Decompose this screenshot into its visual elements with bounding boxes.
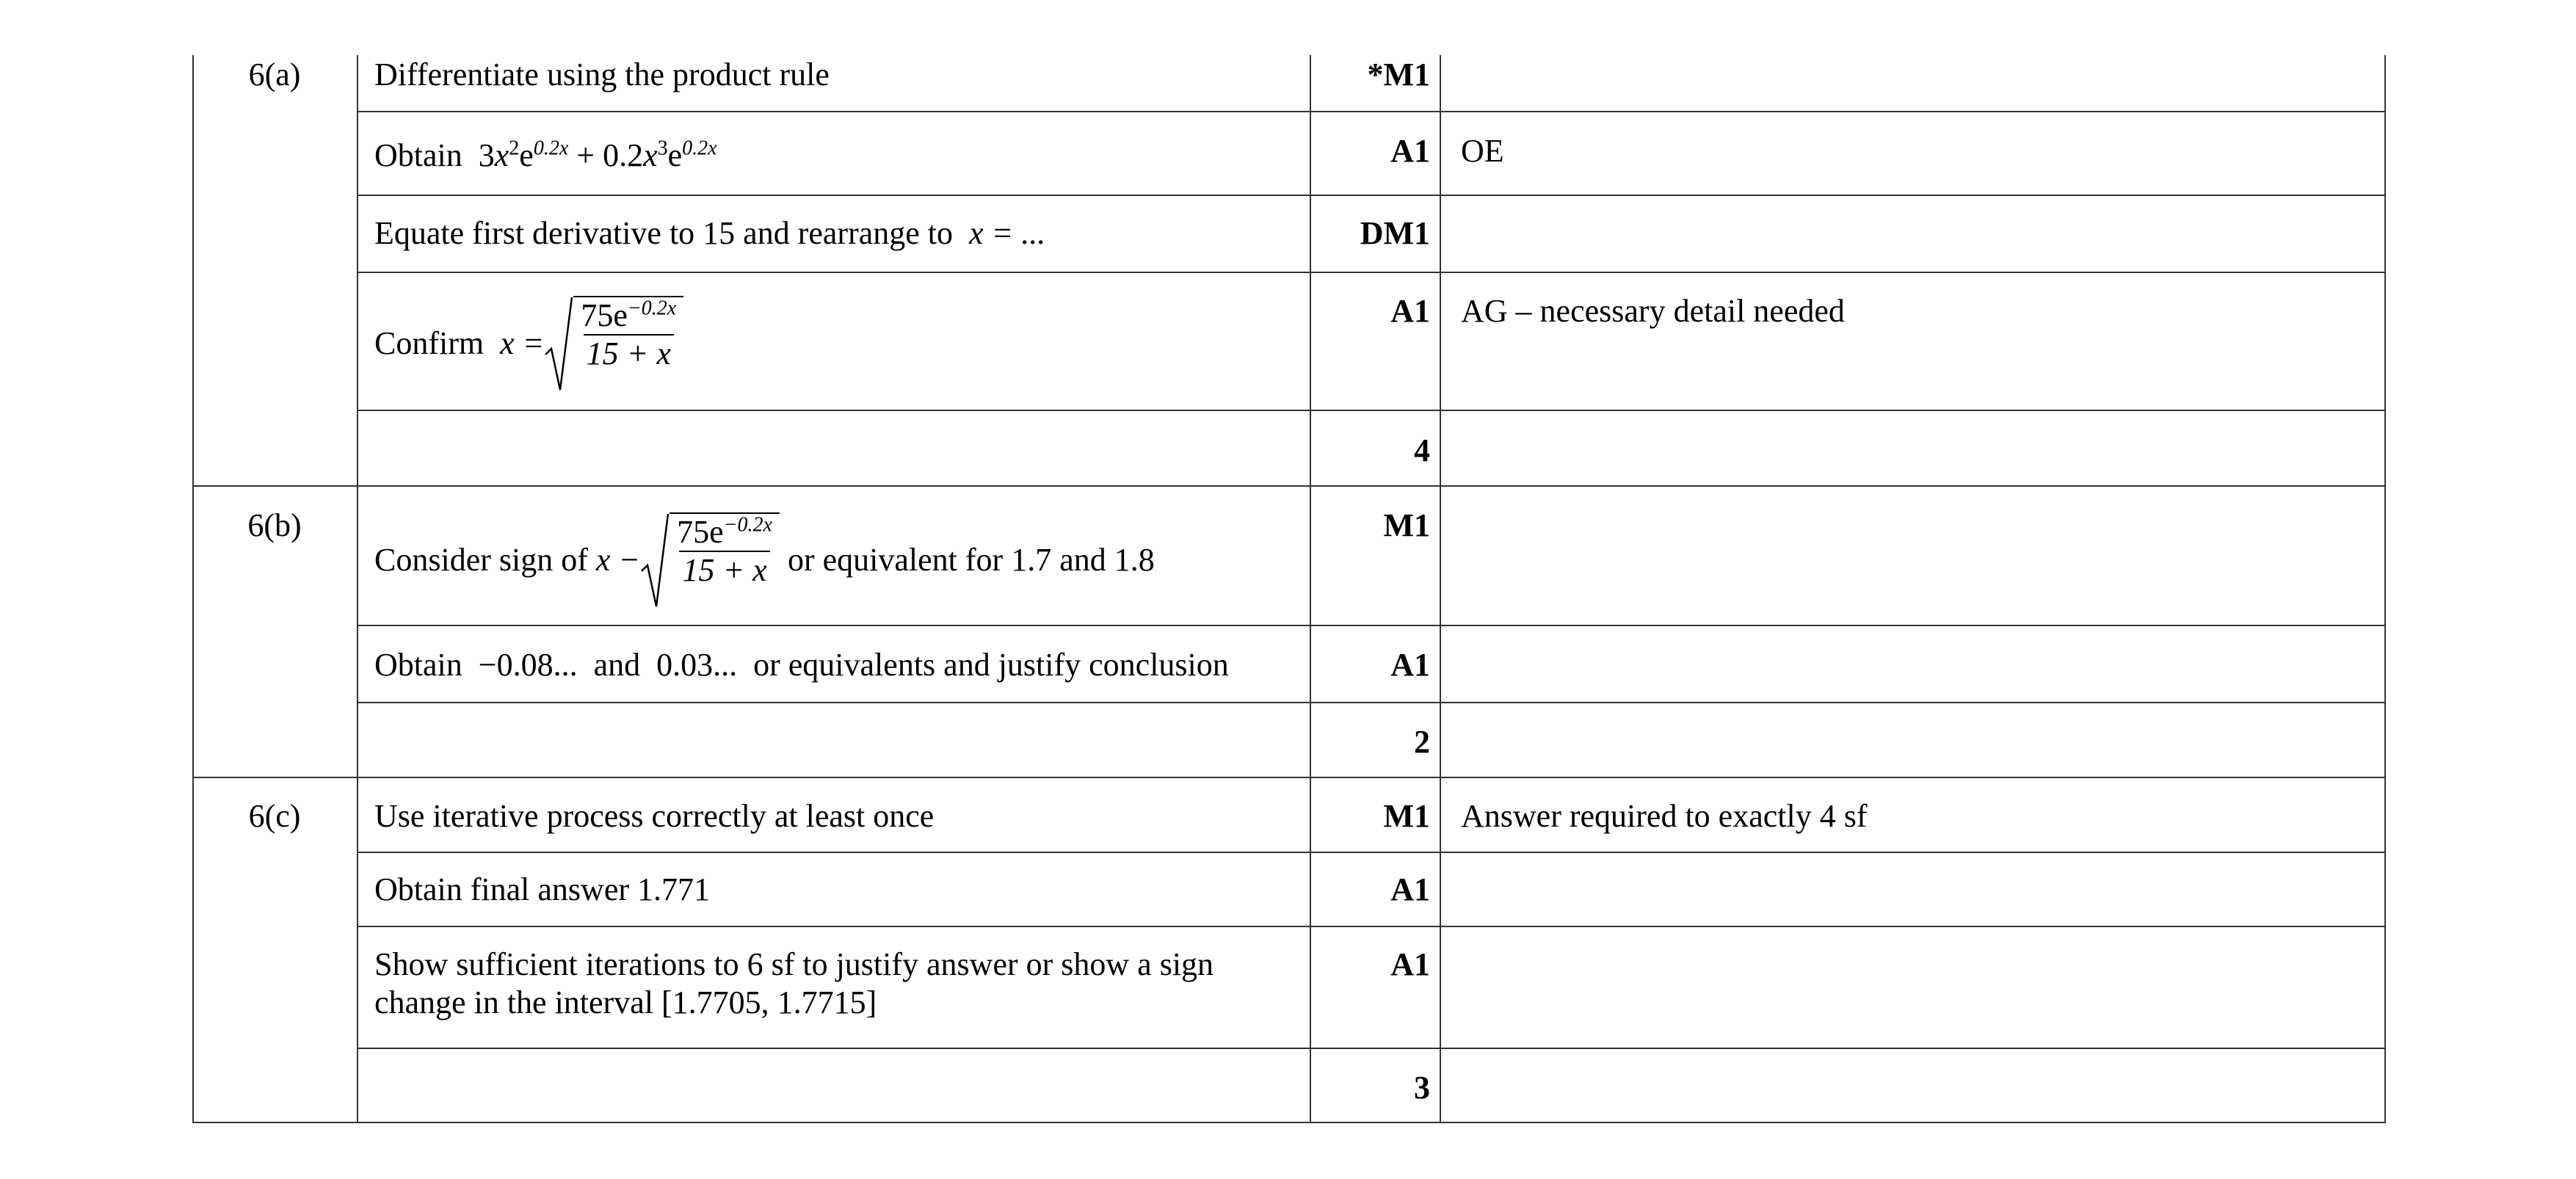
row-divider xyxy=(357,702,2386,703)
answer-prefix: Obtain xyxy=(374,137,462,173)
square-root-expression xyxy=(640,512,780,608)
mark-6c-row1: M1 xyxy=(1383,798,1430,834)
mark-6a-row1: *M1 xyxy=(1367,57,1430,92)
question-label-6a: 6(a) xyxy=(248,57,301,92)
mark-6c-row3: A1 xyxy=(1390,946,1430,982)
row-divider xyxy=(357,272,2386,273)
column-divider-guidance xyxy=(1440,55,1441,1123)
row-divider xyxy=(357,852,2386,853)
row-divider xyxy=(357,410,2386,411)
x-equals-expression: x = ... xyxy=(969,215,1046,251)
answer-6a-row3: Equate first derivative to 15 and rearrange to x = ... xyxy=(374,215,1046,251)
mark-6b-row2: A1 xyxy=(1390,647,1430,683)
guidance-6a-row4: AG – necessary detail needed xyxy=(1461,293,1845,329)
mark-6a-row2: A1 xyxy=(1390,133,1430,169)
answer-6a-row2 xyxy=(374,137,1292,175)
answer-6a-row4: Confirm x = $\frac{75e^{-0.2x}}{15 + x}$ xyxy=(374,292,1292,395)
answer-6b-row1: Consider sign of x − $\frac{75e^{-0.2x}}{15 + x}$ or equivalent for 1.7 and 1.8 xyxy=(374,505,1307,615)
answer-6a-row1: Differentiate using the product rule xyxy=(374,57,830,92)
column-divider-marks xyxy=(1310,55,1311,1123)
guidance-6c-row1: Answer required to exactly 4 sf xyxy=(1461,798,1868,834)
fraction: $\frac{75e^{-0.2x}}{15 + x}$ xyxy=(677,513,772,588)
answer-6c-row1: Use iterative process correctly at least once xyxy=(374,798,935,834)
total-6a: 4 xyxy=(1414,432,1430,468)
mark-6a-row4: A1 xyxy=(1390,293,1430,329)
table-border-bottom xyxy=(192,1122,2386,1123)
derivative-expression: $3x^2e^{0.2x} + 0.2x^3e^{0.2x}$ xyxy=(478,137,717,173)
total-6b: 2 xyxy=(1414,724,1430,760)
row-divider xyxy=(357,195,2386,196)
fraction: $\frac{75e^{-0.2x}}{15 + x}$ xyxy=(581,297,677,371)
question-label-6b: 6(b) xyxy=(247,507,302,543)
mark-6b-row1: M1 xyxy=(1383,507,1430,543)
table-border-left xyxy=(192,55,194,1123)
square-root-expression xyxy=(544,296,683,391)
question-divider xyxy=(192,777,2386,778)
answer-6c-row2: Obtain final answer 1.771 xyxy=(374,871,710,907)
row-divider xyxy=(357,1048,2386,1049)
row-divider xyxy=(357,111,2386,112)
guidance-6a-row2: OE xyxy=(1461,133,1504,169)
question-divider xyxy=(192,485,2386,487)
total-6c: 3 xyxy=(1414,1070,1430,1106)
row-divider xyxy=(357,625,2386,626)
row-divider xyxy=(357,926,2386,927)
answer-6c-row3: Show sufficient iterations to 6 sf to justify answer or show a sign change in the interval [1.7705, 1.7715] xyxy=(374,946,1214,1020)
answer-6b-row2: Obtain −0.08... and 0.03... or equivalents and justify conclusion xyxy=(374,647,1229,683)
table-border-right xyxy=(2384,55,2386,1123)
mark-6c-row2: A1 xyxy=(1390,871,1430,907)
column-divider-answer xyxy=(357,55,358,1123)
mark-6a-row3: DM1 xyxy=(1360,215,1430,251)
question-label-6c: 6(c) xyxy=(248,798,301,834)
